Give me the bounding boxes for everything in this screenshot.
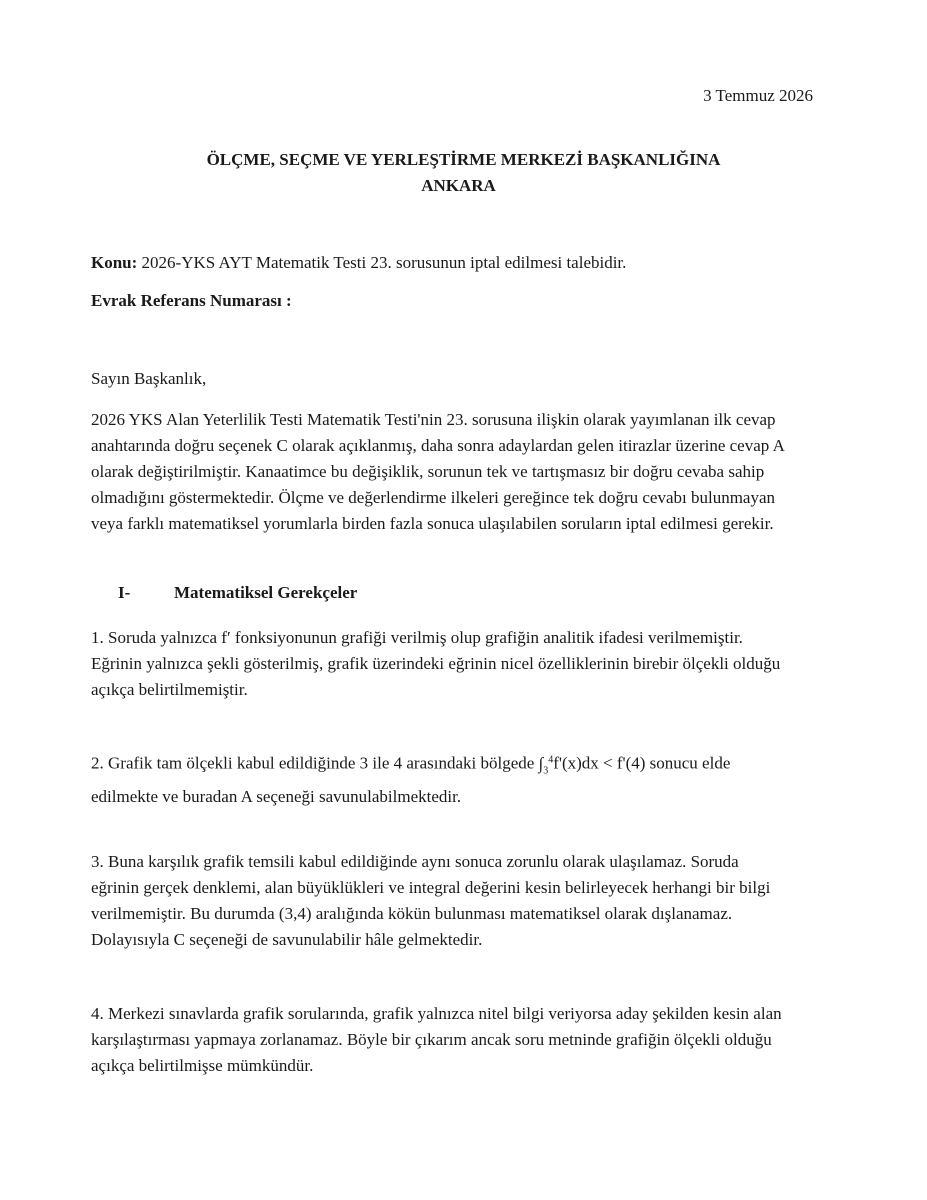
paragraph-line: Dolayısıyla C seçeneği de savunulabilir hâle gelmektedir. <box>91 930 483 949</box>
paragraph-line: karşılaştırması yapmaya zorlanamaz. Böyle bir çıkarım ancak soru metninde grafiğin ölçekli olduğu <box>91 1030 772 1049</box>
intro-line: olmadığını göstermektedir. Ölçme ve değerlendirme ilkeleri gereğince tek doğru cevabı bulunmayan <box>91 488 776 507</box>
section-title: Matematiksel Gerekçeler <box>174 583 358 602</box>
paragraph-line <box>91 747 851 784</box>
subject-line <box>91 253 626 273</box>
intro-line: 2026 YKS Alan Yeterlilik Testi Matematik Testi'nin 23. sorusuna ilişkin olarak yayımlanan ilk cevap <box>91 410 776 429</box>
paragraph-line: açıkça belirtilmişse mümkündür. <box>91 1056 314 1075</box>
reason-paragraph-2 <box>91 747 851 810</box>
integral-sign: ∫ <box>538 753 544 773</box>
paragraph-line: edilmekte ve buradan A seçeneği savunulabilmektedir. <box>91 787 462 807</box>
intro-line: anahtarında doğru seçenek C olarak açıklanmış, daha sonra adaylardan gelen itirazlar üzerine cevap A <box>91 436 785 455</box>
paragraph-line: 4. Merkezi sınavlarda grafik sorularında, grafik yalnızca nitel bilgi veriyorsa aday şekilden kesin alan <box>91 1004 782 1023</box>
paragraph-line: Eğrinin yalnızca şekli gösterilmiş, grafik üzerindeki eğrinin nicel özelliklerinin birebir ölçekli olduğu <box>91 654 781 673</box>
intro-paragraph <box>91 407 851 537</box>
reason-paragraph-1 <box>91 625 851 703</box>
reference-number-label: Evrak Referans Numarası : <box>91 291 292 310</box>
addressee-city: ANKARA <box>421 176 496 195</box>
letter-date: 3 Temmuz 2026 <box>703 86 813 105</box>
salutation: Sayın Başkanlık, <box>91 369 207 388</box>
subject-label: Konu: <box>91 253 138 272</box>
paragraph-line: 1. Soruda yalnızca f′ fonksiyonunun grafiği verilmiş olup grafiğin analitik ifadesi verilmemiştir. <box>91 628 743 647</box>
section-heading <box>118 583 357 603</box>
intro-line: olarak değiştirilmiştir. Kanaatimce bu değişiklik, sorunun tek ve tartışmasız bir doğru cevaba sahip <box>91 462 765 481</box>
reason-paragraph-3 <box>91 849 851 953</box>
intro-line: veya farklı matematiksel yorumlarla birden fazla sonuca ulaşılabilen soruların iptal edilmesi gerekir. <box>91 514 774 533</box>
paragraph-line: 3. Buna karşılık grafik temsili kabul edildiğinde aynı sonuca zorunlu olarak ulaşılamaz. Soruda <box>91 852 739 871</box>
paragraph-line: verilmemiştir. Bu durumda (3,4) aralığında kökün bulunması matematiksel olarak dışlanamaz. <box>91 904 733 923</box>
integral-expression <box>538 753 554 777</box>
section-number: I- <box>118 583 131 602</box>
subject-text: 2026-YKS AYT Matematik Testi 23. sorusunun iptal edilmesi talebidir. <box>137 253 627 272</box>
reason-paragraph-4 <box>91 1001 851 1079</box>
addressee-institution: ÖLÇME, SEÇME VE YERLEŞTİRME MERKEZİ BAŞKANLIĞINA <box>206 150 721 169</box>
p2-text-before: 2. Grafik tam ölçekli kabul edildiğinde 3 ile 4 arasındaki bölgede <box>91 753 539 773</box>
p2-text-after: f'(x)dx < f'(4) sonucu elde <box>553 753 731 773</box>
integral-lower-bound: 3 <box>543 765 549 777</box>
addressee-block <box>0 147 927 199</box>
paragraph-line: eğrinin gerçek denklemi, alan büyüklükleri ve integral değerini kesin belirleyecek herhangi bir bilgi <box>91 878 771 897</box>
paragraph-line: açıkça belirtilmemiştir. <box>91 680 248 699</box>
integral-upper-bound: 4 <box>548 754 554 765</box>
